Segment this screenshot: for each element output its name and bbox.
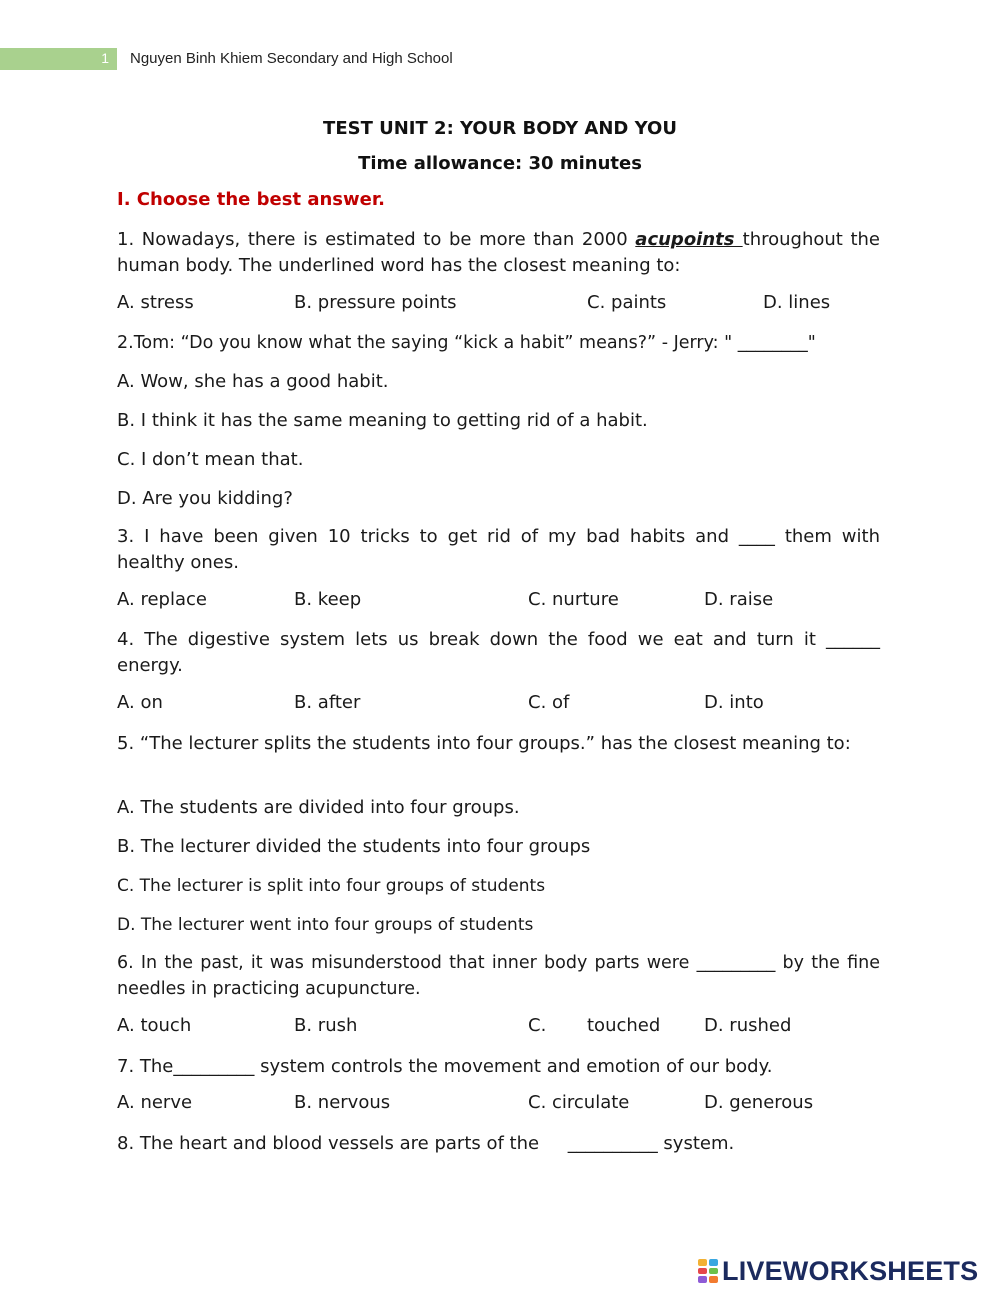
q7-option-d[interactable]: D. generous <box>704 1092 814 1113</box>
q4-option-a[interactable]: A. on <box>117 692 163 713</box>
q2-option-d[interactable]: D. Are you kidding? <box>117 488 293 509</box>
question-6: 6. In the past, it was misunderstood that inner body parts were _________ by the fine needles in practicing acupuncture. <box>117 953 880 999</box>
q6-option-c-letter[interactable]: C. <box>528 1015 547 1036</box>
q4-option-d[interactable]: D. into <box>704 692 764 713</box>
question-5: 5. “The lecturer splits the students into four groups.” has the closest meaning to: <box>117 733 851 754</box>
page-header <box>0 48 600 70</box>
q3-option-c[interactable]: C. nurture <box>528 589 619 610</box>
q1-option-b[interactable]: B. pressure points <box>294 292 457 313</box>
school-name: Nguyen Binh Khiem Secondary and High School <box>130 50 453 67</box>
test-title: TEST UNIT 2: YOUR BODY AND YOU <box>323 118 677 139</box>
time-allowance: Time allowance: 30 minutes <box>358 153 642 174</box>
section-title: I. Choose the best answer. <box>117 189 385 210</box>
q5-option-d[interactable]: D. The lecturer went into four groups of students <box>117 915 534 935</box>
question-4: 4. The digestive system lets us break down the food we eat and turn it ______ energy. <box>117 629 880 676</box>
q3-option-d[interactable]: D. raise <box>704 589 774 610</box>
question-1: 1. Nowadays, there is estimated to be more than 2000 acupoints throughout the human body. The underlined word has the closest meaning to: <box>117 229 880 276</box>
q4-option-b[interactable]: B. after <box>294 692 361 713</box>
q7-option-c[interactable]: C. circulate <box>528 1092 630 1113</box>
q2-option-a[interactable]: A. Wow, she has a good habit. <box>117 371 389 392</box>
question-2: 2.Tom: “Do you know what the saying “kick a habit” means?” - Jerry: " ________" <box>117 333 816 353</box>
question-3: 3. I have been given 10 tricks to get rid of my bad habits and ____ them with healthy ones. <box>117 526 880 573</box>
question-8: 8. The heart and blood vessels are parts of the __________ system. <box>117 1133 735 1154</box>
q1-option-a[interactable]: A. stress <box>117 292 194 313</box>
q2-option-c[interactable]: C. I don’t mean that. <box>117 449 304 470</box>
q5-option-c[interactable]: C. The lecturer is split into four groups of students <box>117 876 546 896</box>
q3-option-a[interactable]: A. replace <box>117 589 207 610</box>
question-7: 7. The_________ system controls the movement and emotion of our body. <box>117 1056 773 1077</box>
q6-option-a[interactable]: A. touch <box>117 1015 192 1036</box>
q2-option-b[interactable]: B. I think it has the same meaning to getting rid of a habit. <box>117 410 648 431</box>
q5-option-a[interactable]: A. The students are divided into four groups. <box>117 797 520 818</box>
page-number: 1 <box>101 50 109 66</box>
logo-mark-icon <box>698 1259 718 1283</box>
q7-option-b[interactable]: B. nervous <box>294 1092 391 1113</box>
q5-option-b[interactable]: B. The lecturer divided the students into four groups <box>117 836 591 857</box>
q4-option-c[interactable]: C. of <box>528 692 570 713</box>
q6-option-d[interactable]: D. rushed <box>704 1015 792 1036</box>
q7-option-a[interactable]: A. nerve <box>117 1092 193 1113</box>
page-number-bar <box>0 48 117 70</box>
q1-option-d[interactable]: D. lines <box>763 292 831 313</box>
q3-option-b[interactable]: B. keep <box>294 589 362 610</box>
q6-option-b[interactable]: B. rush <box>294 1015 358 1036</box>
q6-option-c-text[interactable]: touched <box>587 1015 661 1036</box>
logo-text: LIVEWORKSHEETS <box>722 1255 979 1286</box>
q1-option-c[interactable]: C. paints <box>587 292 667 313</box>
liveworksheets-logo <box>698 1256 998 1286</box>
underlined-keyword: acupoints <box>635 229 743 250</box>
